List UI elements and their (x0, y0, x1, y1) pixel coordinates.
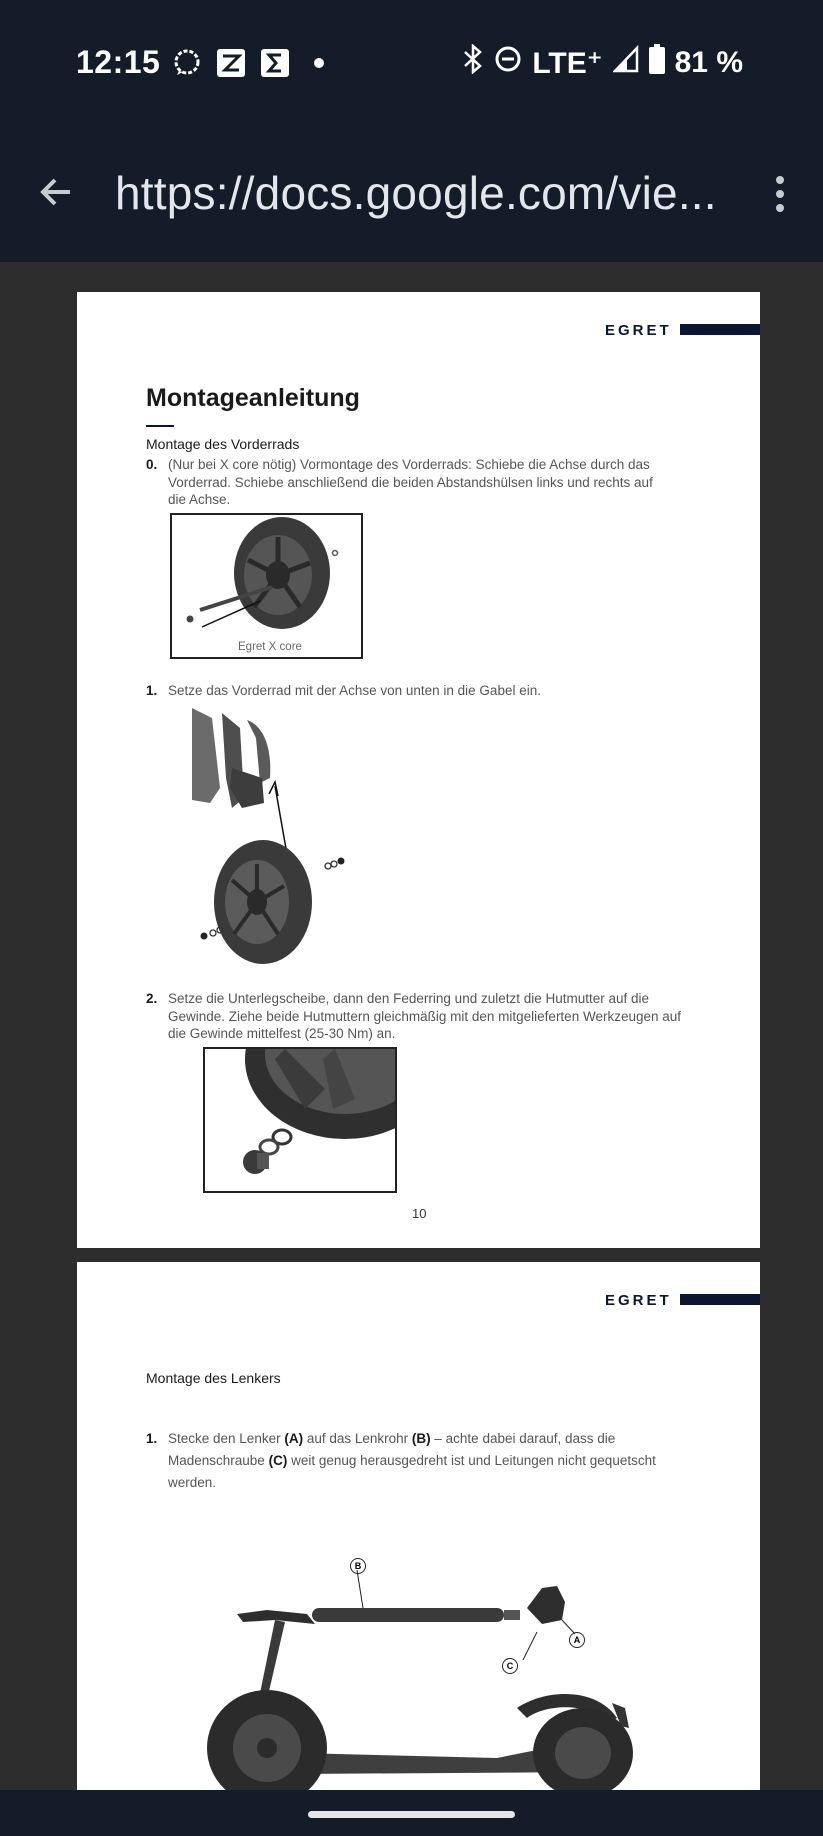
step-1 (146, 682, 666, 700)
callout-a: A (569, 1632, 585, 1648)
gesture-nav-bar (0, 1790, 823, 1836)
step-number: 1. (146, 1431, 158, 1446)
page-title: Montageanleitung (146, 384, 360, 412)
callout-b: B (350, 1558, 366, 1574)
figure-fork-insertion (192, 708, 372, 970)
chat-bubble-icon (172, 48, 202, 78)
callout-c: C (502, 1658, 518, 1674)
step-text: (Nur bei X core nötig) Vormontage des Vorderrads: Schiebe die Achse durch das Vorderrad. Schiebe anschließend die beiden Abstandshülsen links und rechts auf die Achse. (168, 457, 653, 507)
document-page-10 (77, 292, 760, 1248)
document-page-11 (77, 1262, 760, 1790)
brand-bar (680, 1294, 760, 1305)
overflow-menu-icon[interactable] (773, 174, 787, 214)
step-text: Setze die Unterlegscheibe, dann den Federring und zuletzt die Hutmutter auf die Gewinde. Ziehe beide Hutmuttern gleichmäßig mit den mitgelieferten Werkzeugen auf die Gewinde mittelfest (25-30 Nm) an. (168, 991, 682, 1041)
back-arrow-icon[interactable] (36, 172, 76, 212)
brand-logo: EGRET (605, 322, 672, 339)
network-type: LTE⁺ (532, 46, 603, 80)
signal-icon (613, 45, 639, 81)
bluetooth-icon (462, 44, 484, 82)
battery-level: 81 % (674, 46, 743, 79)
step-1 (146, 1428, 676, 1494)
step-text: Stecke den Lenker (A) auf das Lenkrohr (B) – achte dabei darauf, dass die Madenschraube (C) weit genug herausgedreht ist und Leitungen nicht gequetscht werden. (168, 1431, 656, 1490)
zedge-icon (216, 48, 246, 78)
sigma-icon (260, 48, 290, 78)
step-text: Setze das Vorderrad mit der Achse von unten in die Gabel ein. (168, 683, 541, 698)
status-bar (0, 0, 823, 130)
figure-caption: Egret X core (238, 641, 302, 653)
dnd-icon (494, 45, 522, 81)
step-number: 2. (146, 991, 158, 1006)
step-2 (146, 990, 686, 1043)
page-number: 10 (412, 1206, 427, 1221)
figure-scooter-handlebar (197, 1558, 717, 1790)
step-number: 1. (146, 683, 158, 698)
url-text[interactable]: https://docs.google.com/vie... (115, 167, 717, 219)
clock: 12:15 (76, 44, 161, 80)
brand-bar (680, 324, 760, 335)
step-number: 0. (146, 457, 158, 472)
notification-dot-icon (304, 48, 334, 78)
brand-logo: EGRET (605, 1292, 672, 1309)
section-heading: Montage des Vorderrads (146, 436, 300, 452)
title-underline (146, 425, 174, 427)
figure-wheel-axle (170, 513, 363, 659)
figure-hub-nut (203, 1047, 397, 1193)
address-bar (0, 130, 823, 262)
battery-icon (649, 44, 665, 82)
home-handle[interactable] (308, 1811, 515, 1818)
step-0 (146, 456, 666, 509)
section-heading: Montage des Lenkers (146, 1370, 281, 1386)
